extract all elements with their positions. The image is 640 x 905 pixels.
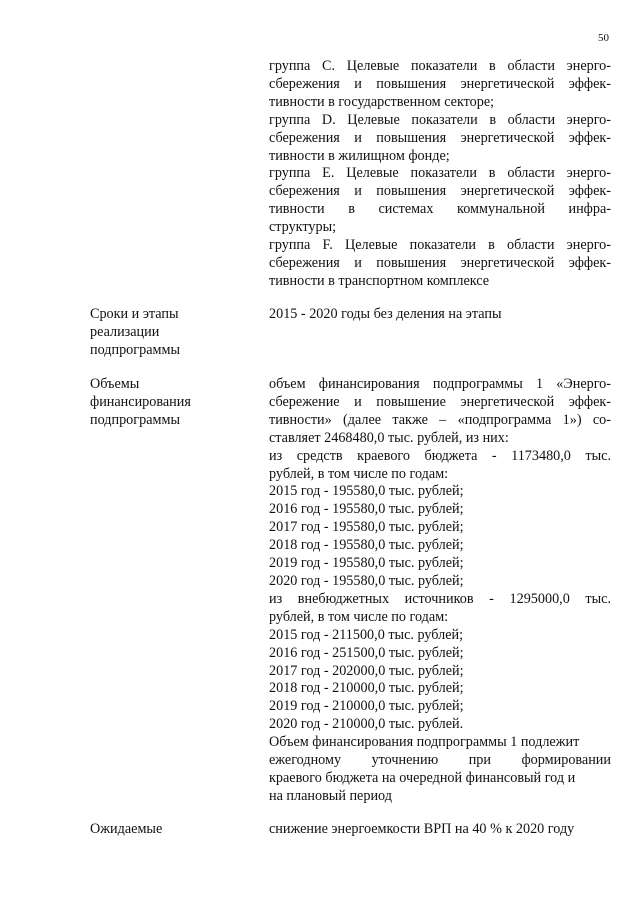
groups-text-line: группа C. Целевые показатели в области энерго- — [269, 58, 611, 74]
groups-text-line: тивности в системах коммунальной инфра- — [269, 201, 611, 218]
financing-text-line: 2020 год - 210000,0 тыс. рублей. — [269, 716, 464, 733]
groups-text-line: сбережения и повышения энергетической эффек- — [269, 129, 611, 146]
financing-text-line: на плановый период — [269, 787, 392, 804]
financing-text-line: тивности» (далее также – «подпрограмма 1») со- — [269, 411, 611, 428]
expected-value — [269, 821, 611, 839]
financing-text — [269, 376, 611, 806]
financing-text-line: ежегодному уточнению при формировании — [269, 752, 611, 769]
financing-label-line: финансирования — [90, 393, 191, 410]
financing-text-line: ставляет 2468480,0 тыс. рублей, из них: — [269, 429, 509, 446]
financing-text-line: 2020 год - 195580,0 тыс. рублей; — [269, 572, 464, 589]
page-number: 50 — [598, 32, 609, 44]
financing-text-line: 2016 год - 195580,0 тыс. рублей; — [269, 501, 464, 518]
groups-text-line: тивности в жилищном фонде; — [269, 147, 450, 164]
groups-text-line: группа F. Целевые показатели в области энерго- — [269, 237, 611, 254]
financing-text-line: 2019 год - 210000,0 тыс. рублей; — [269, 698, 464, 715]
financing-label-line: подпрограммы — [90, 411, 180, 428]
financing-text-line: 2019 год - 195580,0 тыс. рублей; — [269, 555, 464, 572]
groups-text-line: структуры; — [269, 219, 337, 236]
financing-text-line: 2016 год - 251500,0 тыс. рублей; — [269, 644, 464, 661]
terms-label-line: Сроки и этапы — [90, 306, 179, 322]
financing-text-line: Объем финансирования подпрограммы 1 подлежит — [269, 734, 580, 751]
groups-text-line: сбережения и повышения энергетической эффек- — [269, 75, 611, 92]
financing-text-line: рублей, в том числе по годам: — [269, 608, 449, 625]
target-groups-text — [269, 58, 611, 291]
financing-text-line: объем финансирования подпрограммы 1 «Энерго- — [269, 376, 611, 392]
expected-value-line: снижение энергоемкости ВРП на 40 % к 2020 году — [269, 821, 575, 837]
financing-text-line: 2017 год - 202000,0 тыс. рублей; — [269, 662, 464, 679]
groups-text-line: тивности в транспортном комплексе — [269, 272, 490, 289]
financing-text-line: из средств краевого бюджета - 1173480,0 тыс. — [269, 447, 611, 464]
expected-label — [90, 821, 250, 839]
financing-label — [90, 376, 250, 430]
groups-text-line: группа E. Целевые показатели в области энерго- — [269, 165, 611, 182]
financing-text-line: из внебюджетных источников - 1295000,0 тыс. — [269, 590, 611, 607]
financing-text-line: рублей, в том числе по годам: — [269, 465, 449, 482]
financing-text-line: краевого бюджета на очередной финансовый год и — [269, 769, 576, 786]
groups-text-line: сбережения и повышения энергетической эффек- — [269, 254, 611, 271]
financing-text-line: 2015 год - 195580,0 тыс. рублей; — [269, 483, 464, 500]
financing-text-line: 2017 год - 195580,0 тыс. рублей; — [269, 519, 464, 536]
terms-label — [90, 306, 250, 360]
financing-text-line: 2015 год - 211500,0 тыс. рублей; — [269, 626, 464, 643]
expected-label-line: Ожидаемые — [90, 821, 163, 837]
financing-text-line: 2018 год - 195580,0 тыс. рублей; — [269, 537, 464, 554]
terms-value-line: 2015 - 2020 годы без деления на этапы — [269, 306, 502, 322]
groups-text-line: сбережения и повышения энергетической эффек- — [269, 183, 611, 200]
financing-text-line: 2018 год - 210000,0 тыс. рублей; — [269, 680, 464, 697]
terms-value — [269, 306, 611, 324]
financing-label-line: Объемы — [90, 376, 140, 392]
groups-text-line: группа D. Целевые показатели в области энерго- — [269, 111, 611, 128]
financing-text-line: сбережение и повышение энергетической эффек- — [269, 393, 611, 410]
terms-label-line: подпрограммы — [90, 341, 180, 358]
terms-label-line: реализации — [90, 323, 160, 340]
groups-text-line: тивности в государственном секторе; — [269, 93, 495, 110]
